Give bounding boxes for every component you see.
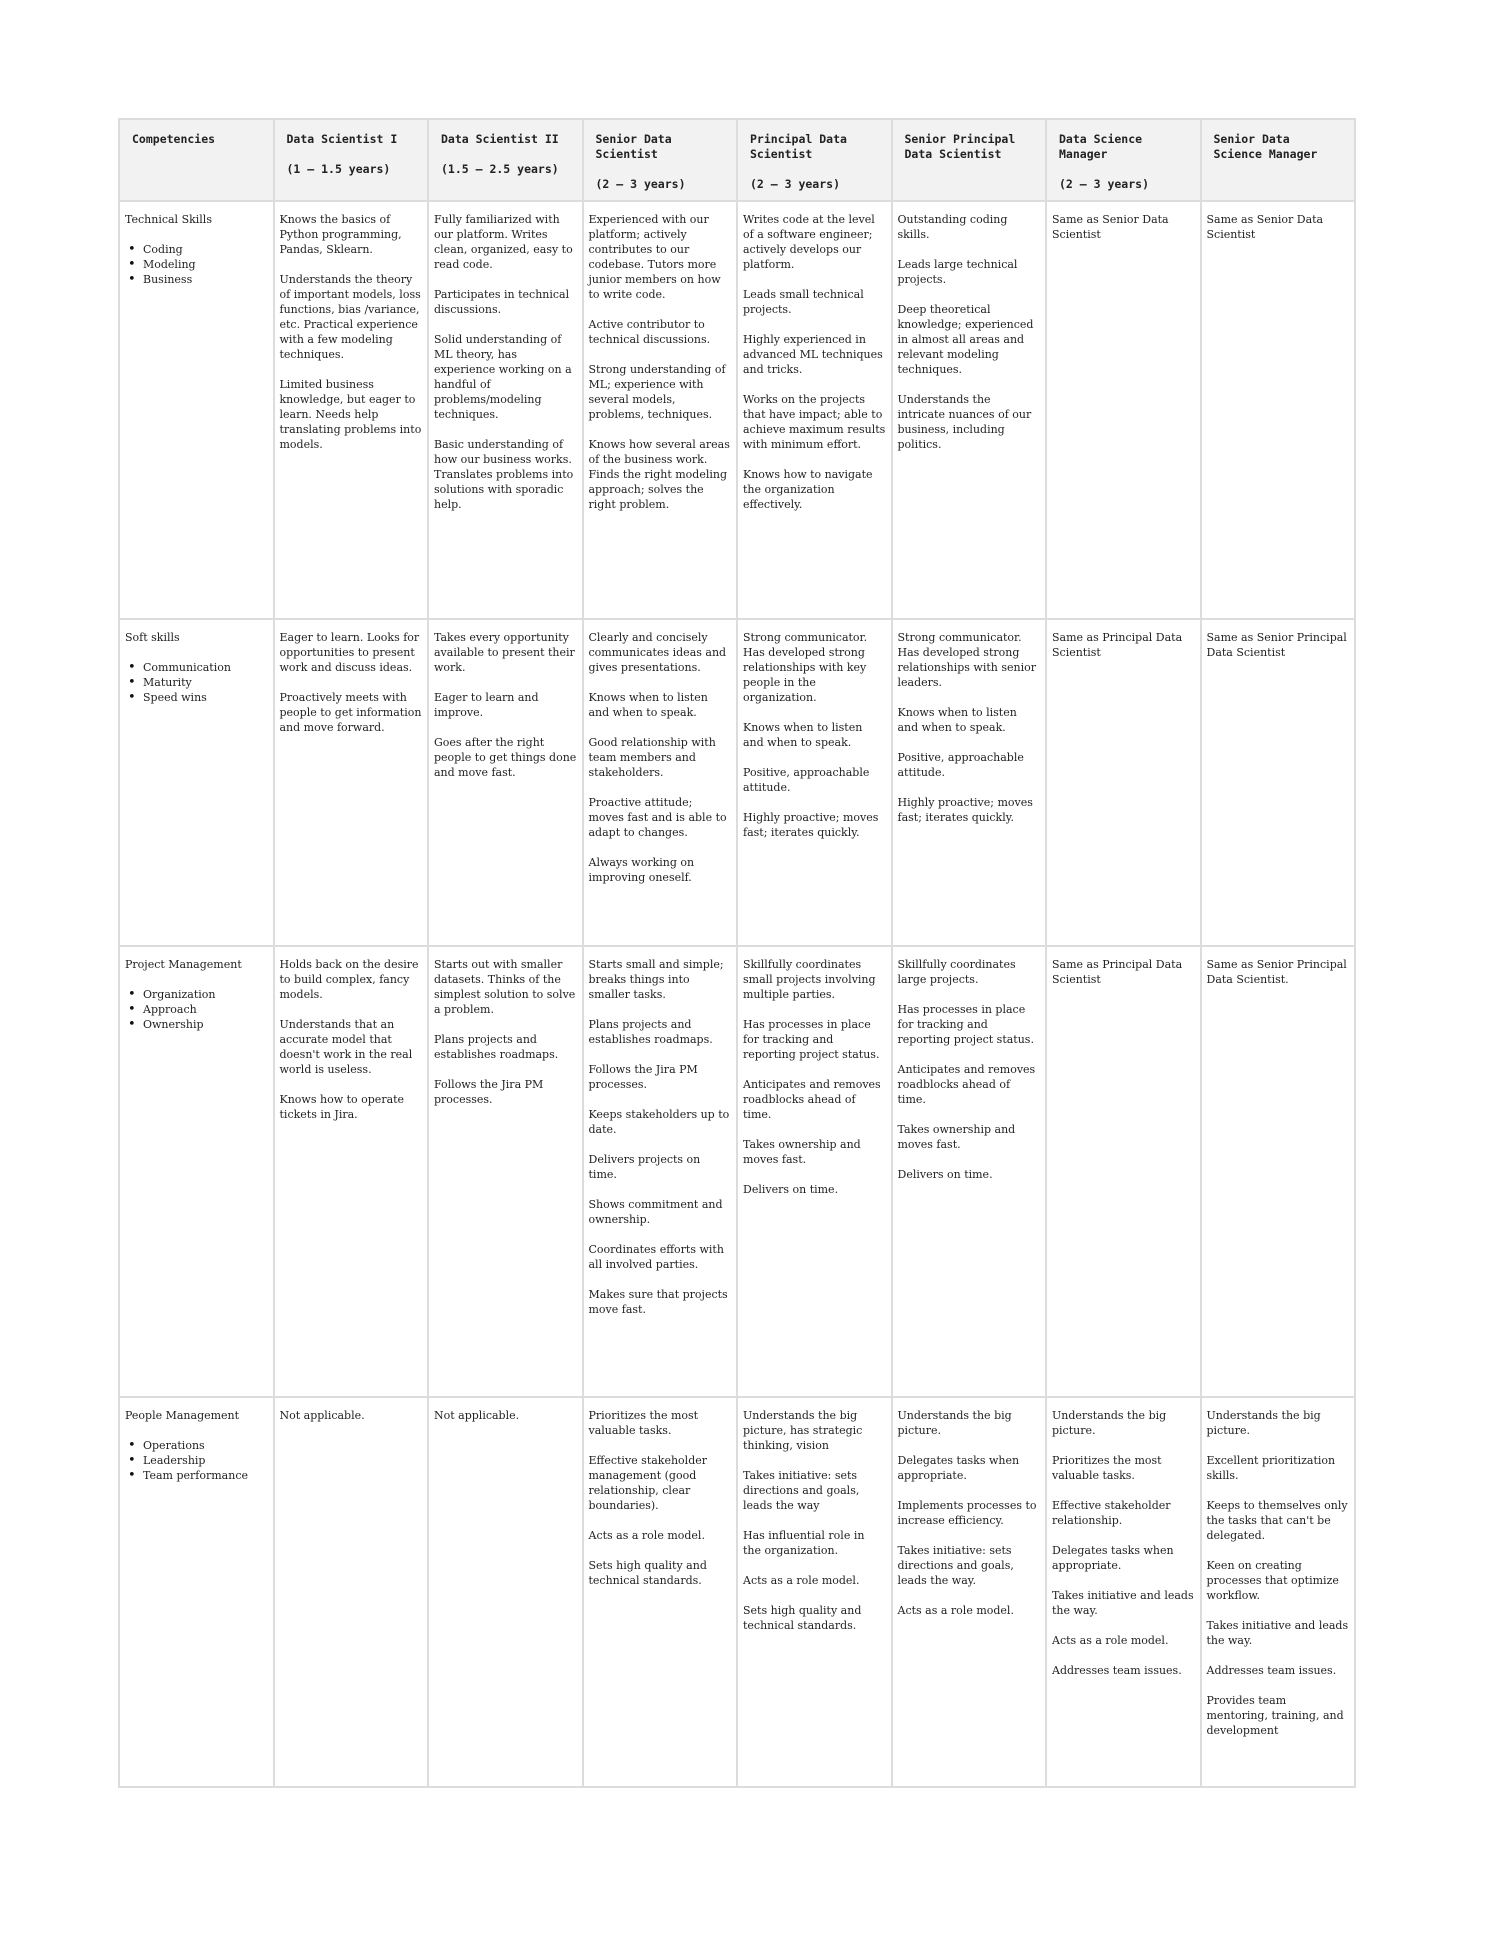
table-cell	[737, 619, 892, 946]
bullet-item: • Leadership	[143, 1453, 268, 1468]
table-cell	[1046, 946, 1201, 1397]
header-title: Senior Data Scientist	[595, 132, 672, 161]
cell-paragraph: Skillfully coordinates large projects.	[897, 958, 1016, 986]
cell-paragraph: Works on the projects that have impact; able to achieve maximum results with minimum effort.	[743, 393, 886, 451]
cell-paragraph: Excellent prioritization skills.	[1206, 1454, 1336, 1482]
header-title: Competencies	[132, 132, 216, 146]
cell-paragraph: Skillfully coordinates small projects involving multiple parties.	[743, 958, 876, 1001]
cell-paragraph: Follows the Jira PM processes.	[434, 1078, 544, 1106]
cell-paragraph: Acts as a role model.	[588, 1529, 705, 1542]
header-data-science-manager	[1046, 119, 1201, 201]
table-cell	[1201, 1397, 1356, 1787]
cell-paragraph: Limited business knowledge, but eager to learn. Needs help translating problems into models.	[279, 378, 422, 451]
competency-cell	[119, 619, 274, 946]
cell-paragraph: Eager to learn. Looks for opportunities to present work and discuss ideas.	[279, 631, 420, 674]
cell-paragraph: Knows how to operate tickets in Jira.	[279, 1093, 405, 1121]
cell-paragraph: Same as Senior Data Scientist	[1206, 213, 1324, 241]
cell-paragraph: Understands the big picture.	[1206, 1409, 1321, 1437]
cell-paragraph: Takes ownership and moves fast.	[743, 1138, 861, 1166]
competency-cell	[119, 1397, 274, 1787]
header-senior-principal-data-scientist	[892, 119, 1047, 201]
cell-paragraph: Delivers on time.	[897, 1168, 993, 1181]
competency-matrix-table	[118, 118, 1356, 1788]
table-cell	[892, 1397, 1047, 1787]
cell-paragraph: Holds back on the desire to build complex, fancy models.	[279, 958, 419, 1001]
header-row	[119, 119, 1355, 201]
cell-paragraph: Deep theoretical knowledge; experienced in almost all areas and relevant modeling techniques.	[897, 303, 1034, 376]
cell-paragraph: Highly proactive; moves fast; iterates quickly.	[897, 796, 1033, 824]
cell-paragraph: Plans projects and establishes roadmaps.	[588, 1018, 713, 1046]
cell-paragraph: Anticipates and removes roadblocks ahead of time.	[743, 1078, 881, 1121]
table-cell	[892, 946, 1047, 1397]
competency-bullets	[125, 1438, 268, 1483]
cell-paragraph: Strong understanding of ML; experience with several models, problems, techniques.	[588, 363, 726, 421]
cell-paragraph: Takes every opportunity available to present their work.	[434, 631, 575, 674]
table-cell	[428, 1397, 583, 1787]
header-years: (2 — 3 years)	[595, 177, 686, 191]
cell-paragraph: Delivers on time.	[743, 1183, 839, 1196]
cell-paragraph: Takes initiative and leads the way.	[1052, 1589, 1194, 1617]
bullet-item: • Communication	[143, 660, 268, 675]
table-cell	[583, 946, 738, 1397]
cell-paragraph: Knows how to navigate the organization effectively.	[743, 468, 873, 511]
cell-paragraph: Positive, approachable attitude.	[897, 751, 1024, 779]
cell-paragraph: Delivers projects on time.	[588, 1153, 701, 1181]
bullet-item: • Speed wins	[143, 690, 268, 705]
table-cell	[274, 201, 429, 619]
cell-paragraph: Follows the Jira PM processes.	[588, 1063, 698, 1091]
cell-paragraph: Same as Principal Data Scientist	[1052, 958, 1183, 986]
table-cell	[1201, 201, 1356, 619]
cell-paragraph: Clearly and concisely communicates ideas and gives presentations.	[588, 631, 727, 674]
cell-paragraph: Leads large technical projects.	[897, 258, 1018, 286]
cell-paragraph: Knows when to listen and when to speak.	[743, 721, 863, 749]
bullet-item: • Organization	[143, 987, 268, 1002]
cell-paragraph: Has processes in place for tracking and reporting project status.	[897, 1003, 1034, 1046]
table-cell	[428, 201, 583, 619]
header-title: Senior Principal Data Scientist	[904, 132, 1016, 161]
cell-paragraph: Eager to learn and improve.	[434, 691, 539, 719]
header-senior-data-science-manager	[1201, 119, 1356, 201]
cell-paragraph: Acts as a role model.	[1052, 1634, 1169, 1647]
cell-paragraph: Goes after the right people to get things done and move fast.	[434, 736, 577, 779]
cell-paragraph: Has processes in place for tracking and reporting project status.	[743, 1018, 880, 1061]
cell-paragraph: Understands that an accurate model that doesn't work in the real world is useless.	[279, 1018, 413, 1076]
cell-paragraph: Highly proactive; moves fast; iterates quickly.	[743, 811, 879, 839]
cell-paragraph: Effective stakeholder relationship.	[1052, 1499, 1171, 1527]
cell-paragraph: Keeps stakeholders up to date.	[588, 1108, 730, 1136]
cell-paragraph: Takes initiative: sets directions and goals, leads the way.	[897, 1544, 1014, 1587]
table-cell	[274, 619, 429, 946]
table-cell	[428, 619, 583, 946]
cell-paragraph: Proactive attitude; moves fast and is able to adapt to changes.	[588, 796, 727, 839]
table-cell	[274, 946, 429, 1397]
header-years: (2 — 3 years)	[1059, 177, 1150, 191]
table-row-project-management	[119, 946, 1355, 1397]
table-cell	[892, 201, 1047, 619]
cell-paragraph: Knows the basics of Python programming, Pandas, Sklearn.	[279, 213, 402, 256]
cell-paragraph: Outstanding coding skills.	[897, 213, 1008, 241]
competency-title: Technical Skills	[125, 213, 212, 226]
cell-paragraph: Addresses team issues.	[1206, 1664, 1337, 1677]
cell-paragraph: Same as Principal Data Scientist	[1052, 631, 1183, 659]
header-title: Data Science Manager	[1059, 132, 1143, 161]
cell-paragraph: Starts out with smaller datasets. Thinks of the simplest solution to solve a problem.	[434, 958, 576, 1016]
table-cell	[583, 201, 738, 619]
table-cell	[1046, 1397, 1201, 1787]
cell-paragraph: Takes initiative: sets directions and goals, leads the way	[743, 1469, 860, 1512]
table-cell	[737, 201, 892, 619]
table-cell	[1201, 946, 1356, 1397]
header-years: (1 — 1.5 years)	[286, 162, 391, 176]
cell-paragraph: Basic understanding of how our business works. Translates problems into solutions with sporadic help.	[434, 438, 574, 511]
cell-paragraph: Plans projects and establishes roadmaps.	[434, 1033, 559, 1061]
table-cell	[428, 946, 583, 1397]
header-years: (2 — 3 years)	[750, 177, 841, 191]
header-title: Data Scientist I	[286, 132, 398, 146]
table-row-people-management	[119, 1397, 1355, 1787]
header-title: Data Scientist II	[441, 132, 559, 146]
table-row-technical-skills	[119, 201, 1355, 619]
header-principal-data-scientist	[737, 119, 892, 201]
cell-paragraph: Prioritizes the most valuable tasks.	[1052, 1454, 1162, 1482]
cell-paragraph: Acts as a role model.	[743, 1574, 860, 1587]
table-row-soft-skills	[119, 619, 1355, 946]
cell-paragraph: Sets high quality and technical standards.	[588, 1559, 707, 1587]
cell-paragraph: Not applicable.	[434, 1409, 520, 1422]
bullet-item: • Ownership	[143, 1017, 268, 1032]
cell-paragraph: Keen on creating processes that optimize workflow.	[1206, 1559, 1339, 1602]
table-cell	[1201, 619, 1356, 946]
cell-paragraph: Same as Senior Principal Data Scientist.	[1206, 958, 1347, 986]
competency-title: Soft skills	[125, 631, 180, 644]
cell-paragraph: Shows commitment and ownership.	[588, 1198, 723, 1226]
cell-paragraph: Writes code at the level of a software engineer; actively develops our platform.	[743, 213, 875, 271]
cell-paragraph: Solid understanding of ML theory, has experience working on a handful of problems/modeling techniques.	[434, 333, 572, 421]
cell-paragraph: Addresses team issues.	[1052, 1664, 1182, 1677]
cell-paragraph: Highly experienced in advanced ML techniques and tricks.	[743, 333, 883, 376]
bullet-item: • Business	[143, 272, 268, 287]
cell-paragraph: Active contributor to technical discussions.	[588, 318, 711, 346]
cell-paragraph: Implements processes to increase efficiency.	[897, 1499, 1037, 1527]
header-years: (1.5 — 2.5 years)	[441, 162, 559, 176]
cell-paragraph: Delegates tasks when appropriate.	[897, 1454, 1020, 1482]
cell-paragraph: Knows when to listen and when to speak.	[588, 691, 708, 719]
cell-paragraph: Positive, approachable attitude.	[743, 766, 870, 794]
cell-paragraph: Knows how several areas of the business work. Finds the right modeling approach; solves the right problem.	[588, 438, 730, 511]
table-cell	[737, 1397, 892, 1787]
cell-paragraph: Has influential role in the organization.	[743, 1529, 865, 1557]
cell-paragraph: Provides team mentoring, training, and development	[1206, 1694, 1344, 1737]
competency-bullets	[125, 242, 268, 287]
competency-cell	[119, 946, 274, 1397]
competency-bullets	[125, 987, 268, 1032]
cell-paragraph: Sets high quality and technical standards.	[743, 1604, 862, 1632]
cell-paragraph: Starts small and simple; breaks things into smaller tasks.	[588, 958, 724, 1001]
cell-paragraph: Participates in technical discussions.	[434, 288, 570, 316]
cell-paragraph: Not applicable.	[279, 1409, 365, 1422]
cell-paragraph: Prioritizes the most valuable tasks.	[588, 1409, 699, 1437]
cell-paragraph: Strong communicator. Has developed strong relationships with senior leaders.	[897, 631, 1036, 689]
header-data-scientist-1	[274, 119, 429, 201]
table-cell	[892, 619, 1047, 946]
cell-paragraph: Understands the intricate nuances of our business, including politics.	[897, 393, 1032, 451]
cell-paragraph: Coordinates efforts with all involved parties.	[588, 1243, 724, 1271]
cell-paragraph: Takes ownership and moves fast.	[897, 1123, 1016, 1151]
cell-paragraph: Makes sure that projects move fast.	[588, 1288, 728, 1316]
header-competencies	[119, 119, 274, 201]
cell-paragraph: Understands the theory of important models, loss functions, bias /variance, etc. Practical experience with a few modeling techniques.	[279, 273, 421, 361]
bullet-item: • Team performance	[143, 1468, 268, 1483]
cell-paragraph: Good relationship with team members and stakeholders.	[588, 736, 716, 779]
competency-title: People Management	[125, 1409, 240, 1422]
table-cell	[274, 1397, 429, 1787]
table-cell	[583, 619, 738, 946]
table-cell	[737, 946, 892, 1397]
header-senior-data-scientist	[583, 119, 738, 201]
bullet-item: • Operations	[143, 1438, 268, 1453]
cell-paragraph: Strong communicator. Has developed strong relationships with key people in the organization.	[743, 631, 868, 704]
cell-paragraph: Understands the big picture.	[897, 1409, 1012, 1437]
cell-paragraph: Understands the big picture, has strategic thinking, vision	[743, 1409, 863, 1452]
table-cell	[1046, 201, 1201, 619]
bullet-item: • Maturity	[143, 675, 268, 690]
cell-paragraph: Understands the big picture.	[1052, 1409, 1167, 1437]
cell-paragraph: Experienced with our platform; actively contributes to our codebase. Tutors more junior members on how to write code.	[588, 213, 721, 301]
cell-paragraph: Acts as a role model.	[897, 1604, 1014, 1617]
header-title: Principal Data Scientist	[750, 132, 847, 161]
cell-paragraph: Fully familiarized with our platform. Writes clean, organized, easy to read code.	[434, 213, 573, 271]
cell-paragraph: Same as Senior Principal Data Scientist	[1206, 631, 1347, 659]
competency-bullets	[125, 660, 268, 705]
cell-paragraph: Proactively meets with people to get information and move forward.	[279, 691, 422, 734]
header-title: Senior Data Science Manager	[1213, 132, 1318, 161]
cell-paragraph: Always working on improving oneself.	[588, 856, 695, 884]
cell-paragraph: Keeps to themselves only the tasks that can't be delegated.	[1206, 1499, 1348, 1542]
table-cell	[1046, 619, 1201, 946]
cell-paragraph: Anticipates and removes roadblocks ahead of time.	[897, 1063, 1036, 1106]
cell-paragraph: Leads small technical projects.	[743, 288, 864, 316]
cell-paragraph: Same as Senior Data Scientist	[1052, 213, 1169, 241]
bullet-item: • Approach	[143, 1002, 268, 1017]
bullet-item: • Coding	[143, 242, 268, 257]
cell-paragraph: Delegates tasks when appropriate.	[1052, 1544, 1174, 1572]
cell-paragraph: Takes initiative and leads the way.	[1206, 1619, 1349, 1647]
header-data-scientist-2	[428, 119, 583, 201]
bullet-item: • Modeling	[143, 257, 268, 272]
cell-paragraph: Knows when to listen and when to speak.	[897, 706, 1017, 734]
competency-title: Project Management	[125, 958, 242, 971]
table-cell	[583, 1397, 738, 1787]
competency-cell	[119, 201, 274, 619]
cell-paragraph: Effective stakeholder management (good relationship, clear boundaries).	[588, 1454, 708, 1512]
